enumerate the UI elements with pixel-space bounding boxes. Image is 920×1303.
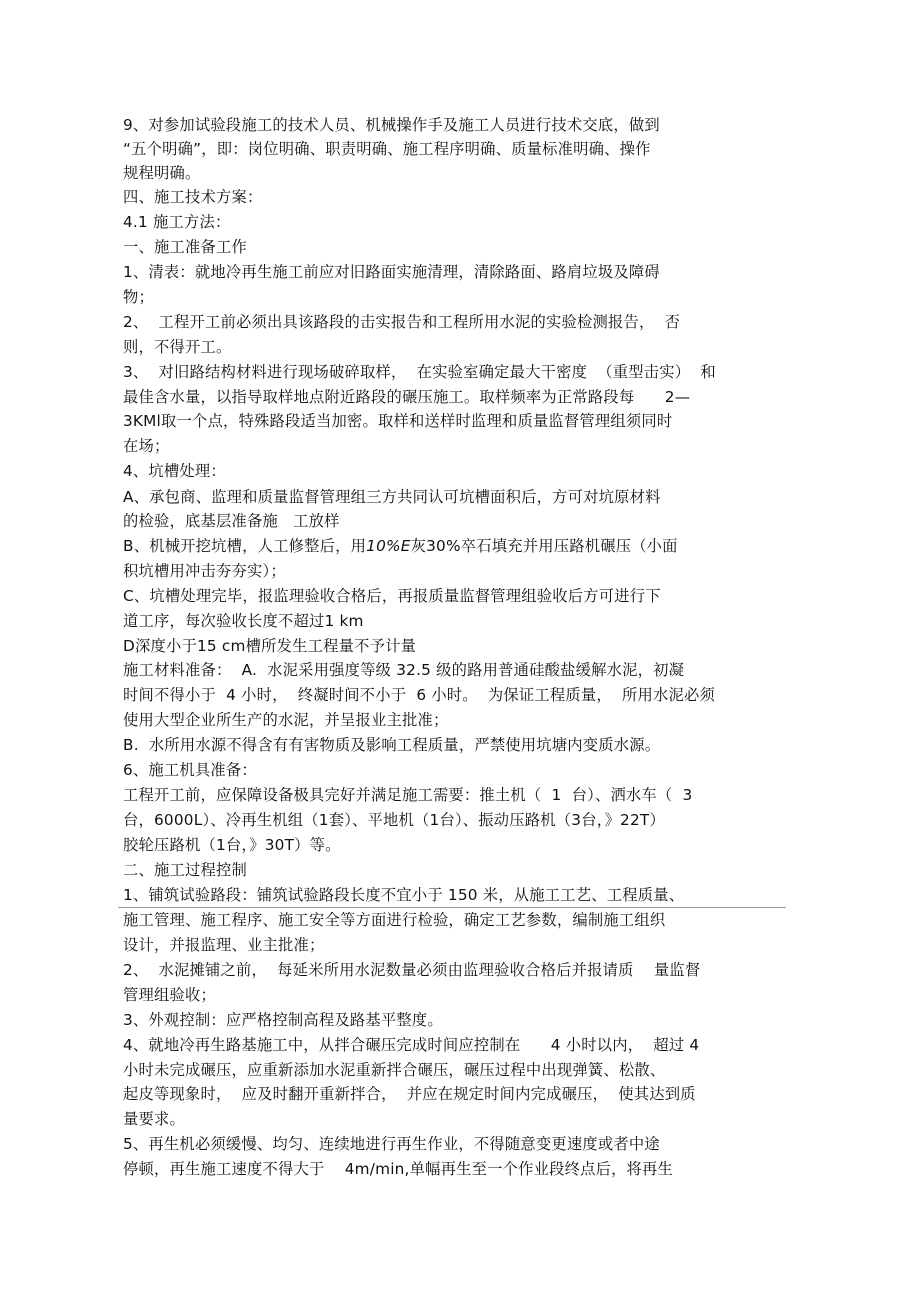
text-segment: B、机械开挖坑槽，人工修整后，用 bbox=[123, 537, 367, 555]
text-line: 胶轮压路机（1台，》30T）等。 bbox=[123, 836, 341, 854]
text-line: 管理组验收； bbox=[123, 986, 216, 1004]
text-line: 物； bbox=[123, 288, 154, 306]
text-line: 积坑槽用冲击夯夯实）； bbox=[123, 562, 286, 580]
text-line: 小时未完成碾压，应重新添加水泥重新拌合碾压，碾压过程中出现弹簧、松散、 bbox=[123, 1061, 666, 1079]
text-line: 的检验，底基层准备施 工放样 bbox=[123, 512, 340, 530]
text-line: 3KMl取一个点，特殊路段适当加密。取样和送样时监理和质量监督管理组须同时 bbox=[123, 412, 673, 430]
text-line: 5、再生机必须缓慢、均匀、连续地进行再生作业，不得随意变更速度或者中途 bbox=[123, 1135, 660, 1153]
text-line: 9、对参加试验段施工的技术人员、机械操作手及施工人员进行技术交底，做到 bbox=[123, 116, 660, 134]
text-line: 台，6000L）、冷再生机组（1套）、平地机（1台）、振动压路机（3台，》22T） bbox=[123, 811, 665, 829]
section-heading: 二、施工过程控制 bbox=[123, 861, 247, 879]
text-line: 2、 水泥摊铺之前， 每延米所用水泥数量必须由监理验收合格后并报请质 量监督 bbox=[123, 961, 701, 979]
text-line bbox=[123, 535, 678, 557]
text-line: A、承包商、监理和质量监督管理组三方共同认可坑槽面积后，方可对坑原材料 bbox=[123, 488, 661, 506]
text-line: 1、清表：就地冷再生施工前应对旧路面实施清理，清除路面、路肩垃圾及障碍 bbox=[123, 263, 660, 281]
text-line: 则，不得开工。 bbox=[123, 338, 232, 356]
text-line: 4.1 施工方法： bbox=[123, 213, 231, 231]
text-line: 3、 对旧路结构材料进行现场破碎取样， 在实验室确定最大干密度 （重型击实） 和 bbox=[123, 363, 716, 381]
text-line: 规程明确。 bbox=[123, 164, 201, 182]
italic-segment: 10%E bbox=[366, 537, 411, 555]
text-line: C、坑槽处理完毕，报监理验收合格后，再报质量监督管理组验收后方可进行下 bbox=[123, 587, 661, 605]
text-line: 停顿，再生施工速度不得大于 4m/min,单幅再生至一个作业段终点后，将再生 bbox=[123, 1160, 674, 1178]
text-line: 6、施工机具准备： bbox=[123, 761, 257, 779]
text-line: B. 水所用水源不得含有有害物质及影响工程质量，严禁使用坑塘内变质水源。 bbox=[123, 736, 661, 754]
text-line: 在场； bbox=[123, 437, 170, 455]
section-heading: 一、施工准备工作 bbox=[123, 238, 247, 256]
divider-line bbox=[118, 907, 786, 908]
text-line: 工程开工前，应保障设备极具完好并满足施工需要：推土机（ 1 台）、洒水车（ 3 bbox=[123, 786, 693, 804]
text-line: D深度小于15 cm槽所发生工程量不予计量 bbox=[123, 637, 417, 655]
text-line: 量要求。 bbox=[123, 1110, 185, 1128]
text-line: 最佳含水量，以指导取样地点附近路段的碾压施工。取样频率为正常路段每 2— bbox=[123, 388, 691, 406]
text-line: 3、外观控制：应严格控制高程及路基平整度。 bbox=[123, 1011, 443, 1029]
text-line: 1、铺筑试验路段：铺筑试验路段长度不宜小于 150 米，从施工工艺、工程质量、 bbox=[123, 886, 685, 904]
text-line: 道工序，每次验收长度不超过1 km bbox=[123, 612, 364, 630]
text-line: 施工管理、施工程序、施工安全等方面进行检验，确定工艺参数，编制施工组织 bbox=[123, 911, 666, 929]
text-segment: 灰30%卒石填充并用压路机碾压（小面 bbox=[410, 537, 678, 555]
text-line: 设计，并报监理、业主批准； bbox=[123, 936, 325, 954]
text-line: 施工材料准备： A. 水泥采用强度等级 32.5 级的路用普通硅酸盐缓解水泥，初凝 bbox=[123, 661, 685, 679]
text-line: “五个明确”，即：岗位明确、职责明确、施工程序明确、质量标准明确、操作 bbox=[123, 140, 651, 158]
text-line: 4、坑槽处理： bbox=[123, 462, 226, 480]
text-line: 使用大型企业所生产的水泥，并呈报业主批准； bbox=[123, 711, 449, 729]
text-line: 4、就地冷再生路基施工中，从拌合碾压完成时间应控制在 4 小时以内， 超过 4 bbox=[123, 1036, 700, 1054]
text-line: 四、施工技术方案： bbox=[123, 188, 263, 206]
text-line: 2、 工程开工前必须出具该路段的击实报告和工程所用水泥的实验检测报告， 否 bbox=[123, 313, 681, 331]
text-line: 时间不得小于 4 小时， 终凝时间不小于 6 小时。 为保证工程质量， 所用水泥必须 bbox=[123, 686, 716, 704]
text-line: 起皮等现象时， 应及时翻开重新拌合， 并应在规定时间内完成碾压， 使其达到质 bbox=[123, 1085, 696, 1103]
